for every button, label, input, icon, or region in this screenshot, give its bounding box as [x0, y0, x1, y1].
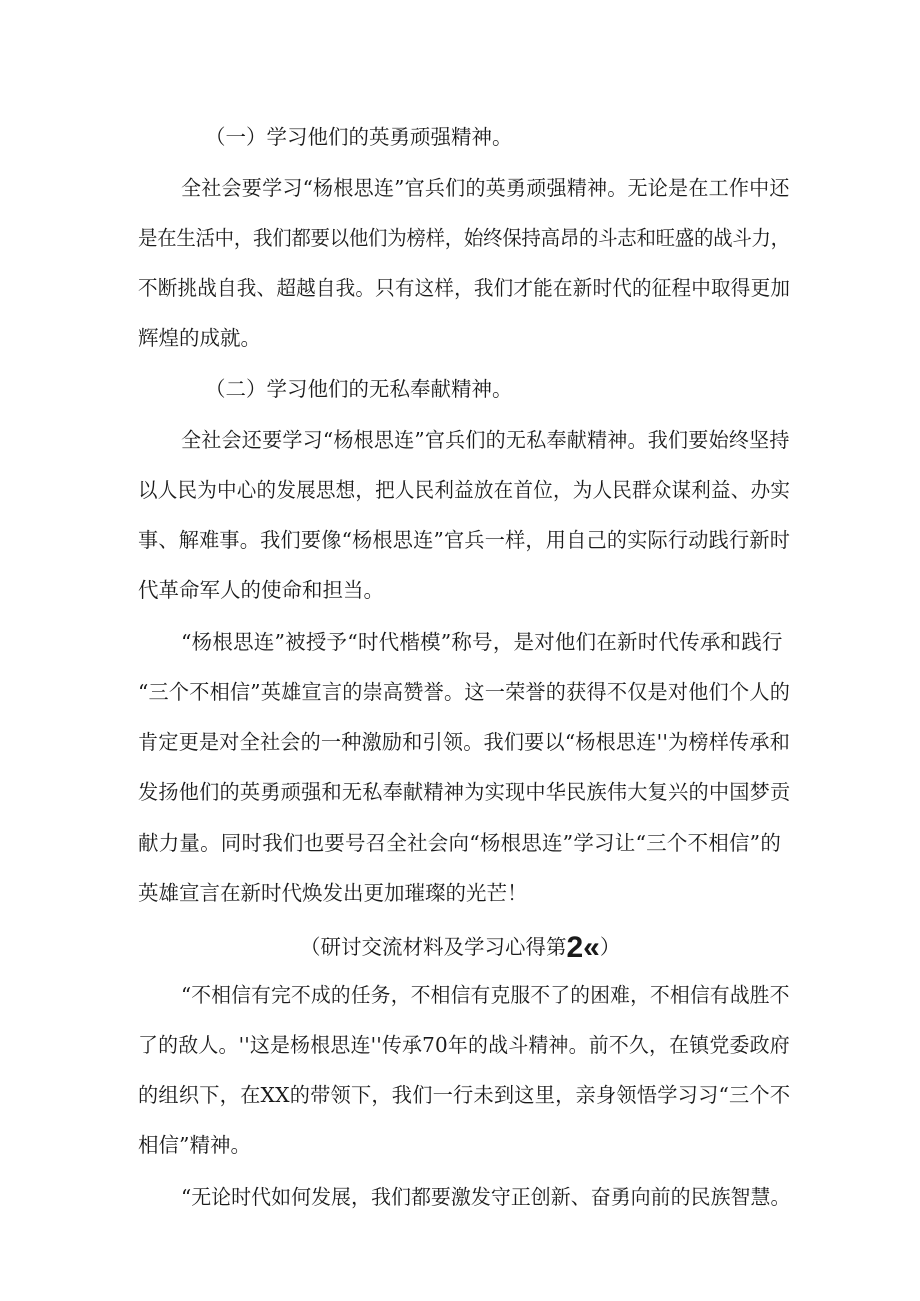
paragraph-4-line-2: 了的敌人。''这是杨根思连''传承70年的战斗精神。前不久，在镇党委政府 [138, 1033, 790, 1057]
paragraph-3-line-2: “三个不相信”英雄宣言的崇高赞誉。这一荣誉的获得不仅是对他们个人的 [138, 680, 791, 704]
paragraph-1-line-4: 辉煌的成就。 [138, 326, 261, 350]
paragraph-3-line-4: 发扬他们的英勇顽强和无私奉献精神为实现中华民族伟大复兴的中国梦贡 [138, 780, 791, 804]
chapter-heading-suffix: ） [599, 935, 621, 959]
paragraph-1-line-3: 不断挑战自我、超越自我。只有这样，我们才能在新时代的征程中取得更加 [138, 276, 791, 300]
chapter-heading-number: 2« [566, 931, 600, 964]
section-heading-1: （一）学习他们的英勇顽强精神。 [205, 125, 513, 149]
paragraph-2-line-2: 以人民为中心的发展思想，把人民利益放在首位，为人民群众谋利益、办实 [138, 478, 791, 502]
paragraph-2-line-1: 全社会还要学习“杨根思连”官兵们的无私奉献精神。我们要始终坚持 [181, 428, 790, 452]
paragraph-3-line-1: “杨根思连”被授予“时代楷模”称号，是对他们在新时代传承和践行 [181, 630, 783, 654]
paragraph-3-line-6: 英雄宣言在新时代焕发出更加璀璨的光芒！ [138, 881, 528, 905]
chapter-heading [300, 933, 620, 963]
paragraph-4-line-3: 的组织下，在XX的带领下，我们一行未到这里，亲身领悟学习习“三个不 [138, 1083, 791, 1107]
paragraph-3-line-3: 肯定更是对全社会的一种激励和引领。我们要以“杨根思连''为榜样传承和 [138, 730, 791, 754]
paragraph-2-line-4: 代革命军人的使命和担当。 [138, 578, 384, 602]
paragraph-4-line-4: 相信”精神。 [138, 1133, 251, 1157]
paragraph-1-line-1: 全社会要学习“杨根思连”官兵们的英勇顽强精神。无论是在工作中还 [181, 176, 790, 200]
paragraph-2-line-3: 事、解难事。我们要像“杨根思连”官兵一样，用自己的实际行动践行新时 [138, 528, 791, 552]
paragraph-4-line-1: “不相信有完不成的任务，不相信有克服不了的困难，不相信有战胜不 [181, 983, 790, 1007]
paragraph-1-line-2: 是在生活中，我们都要以他们为榜样，始终保持高昂的斗志和旺盛的战斗力， [138, 226, 790, 250]
paragraph-5-line-1: “无论时代如何发展，我们都要激发守正创新、奋勇向前的民族智慧。 [181, 1185, 791, 1209]
paragraph-3-line-5: 献力量。同时我们也要号召全社会向“杨根思连”学习让“三个不相信”的 [138, 831, 782, 855]
section-heading-2: （二）学习他们的无私奉献精神。 [205, 377, 513, 401]
chapter-heading-prefix: （研讨交流材料及学习心得第 [300, 935, 567, 959]
